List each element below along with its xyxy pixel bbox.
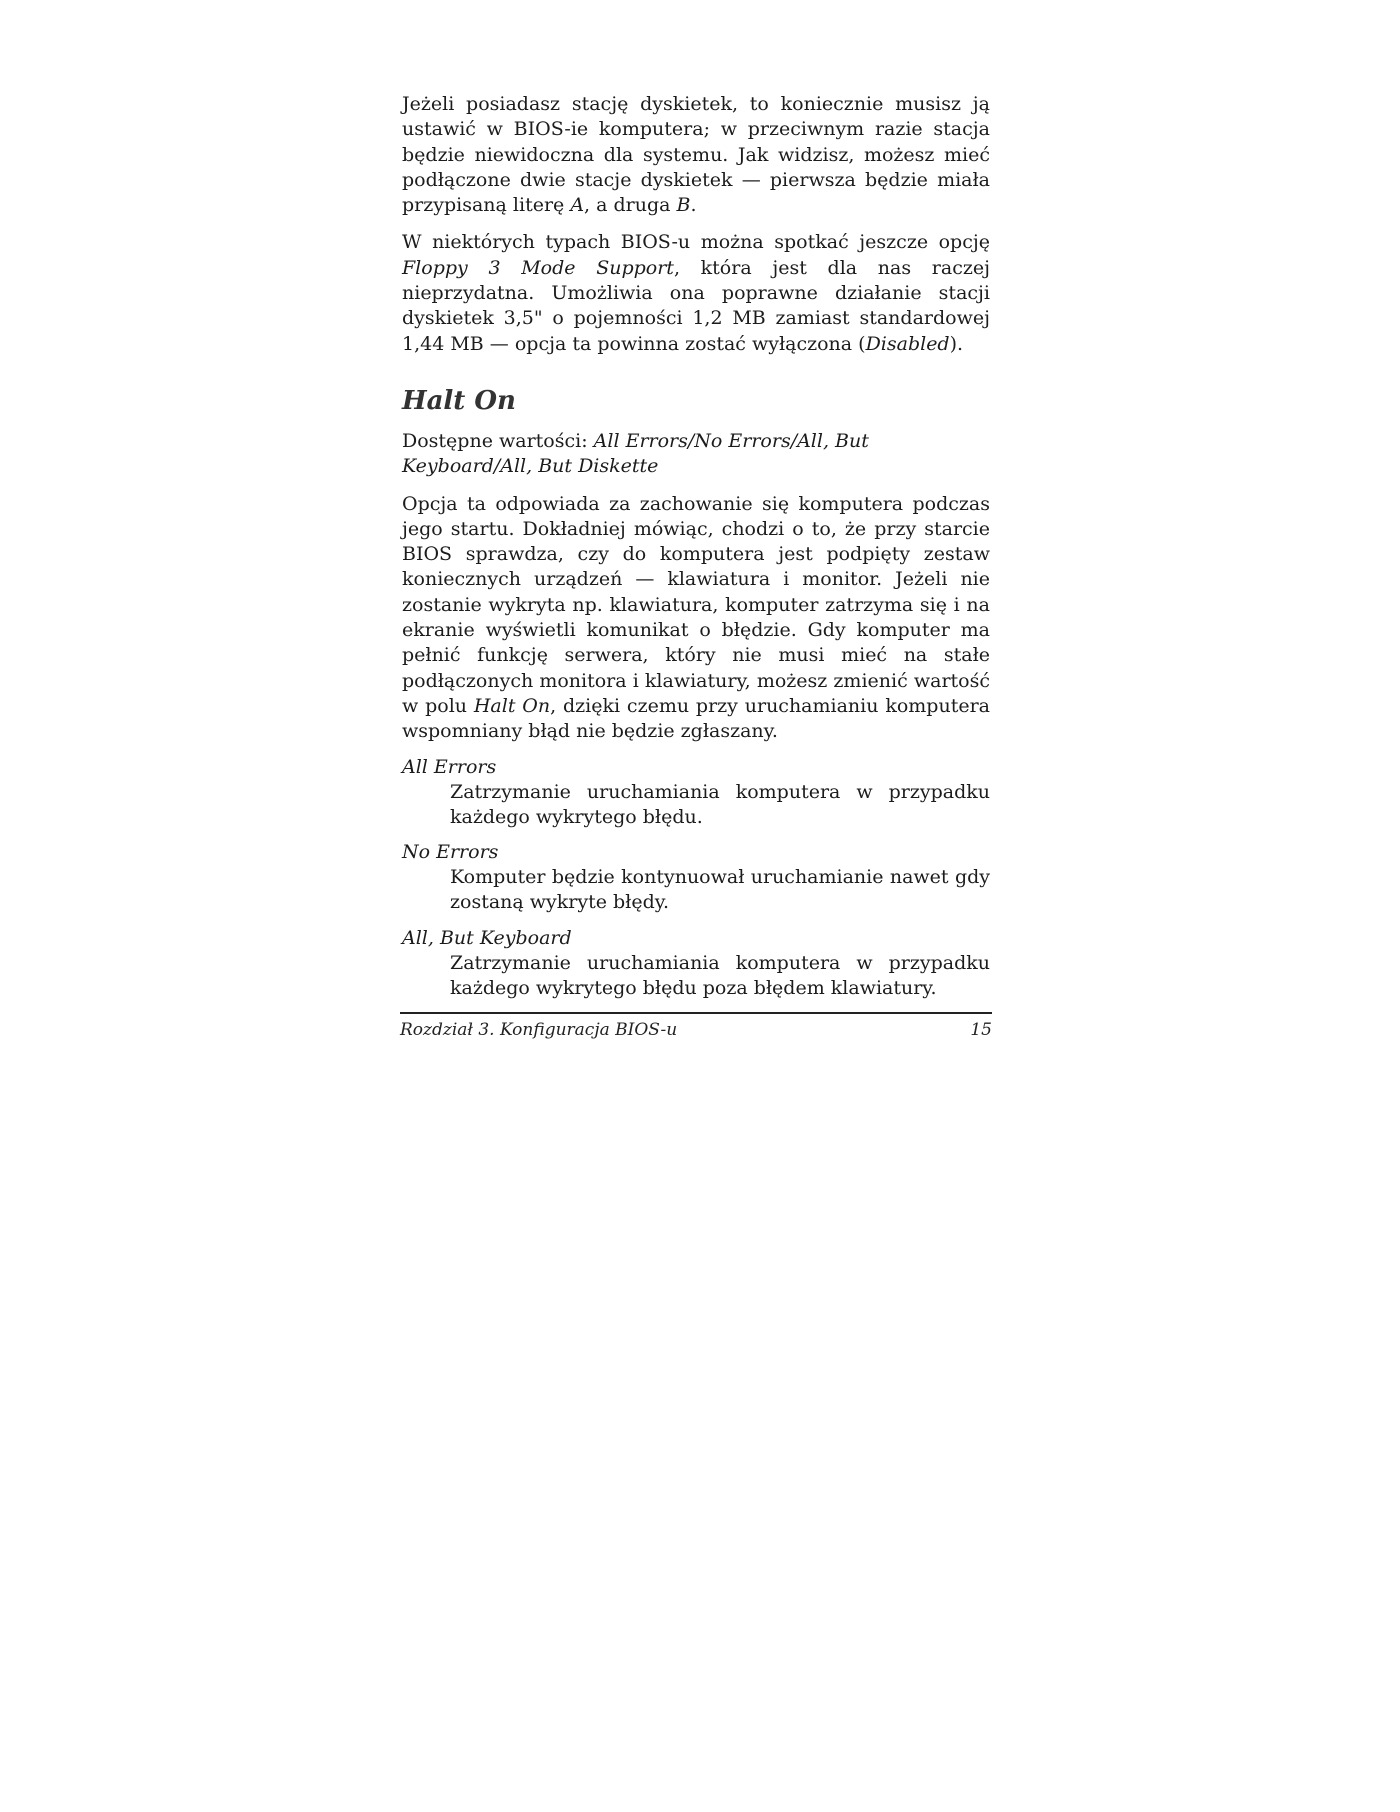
paragraph-floppy-setup: Jeżeli posiadasz stację dyskietek, to koniecznie musisz ją ustawić w BIOS-ie komputera; w przeciwnym razie stacja będzie niewidoczna dla systemu. Jak widzisz, możesz mieć podłączone dwie stacje dyskietek — pierwsza będzie miała przypisaną literę A, a druga B. [402, 93, 990, 217]
page-footer [400, 1012, 992, 1041]
drive-letter-a: A [570, 194, 585, 217]
definition-list [402, 755, 990, 1002]
field-name: Halt On [473, 694, 551, 717]
definition-term: All Errors [402, 755, 497, 778]
chapter-title: Rozdział 3. Konfiguracja BIOS-u [400, 1020, 678, 1040]
definition-text: Zatrzymanie uruchamiania komputera w przypadku każdego wykrytego błędu. [450, 780, 990, 828]
paragraph-floppy-mode: W niektórych typach BIOS-u można spotkać jeszcze opcję Floppy 3 Mode Support, która jest dla nas raczej nieprzydatna. Umożliwia ona poprawne działanie stacji dyskietek 3,5" o pojemności 1,2 MB zamiast standardowej 1,44 MB — opcja ta powinna zostać wyłączona (Disabled). [402, 231, 990, 355]
option-name: Floppy 3 Mode Support [402, 256, 674, 279]
values-list: All Errors/No Errors/All, But Keyboard/All, But Diskette [402, 429, 869, 478]
definition-text: Zatrzymanie uruchamiania komputera w przypadku każdego wykrytego błędu poza błędem klawiatury. [450, 951, 990, 1000]
page-number: 15 [970, 1020, 992, 1040]
disabled-value: Disabled [865, 332, 950, 355]
page-content [402, 92, 990, 1011]
section-heading: Halt On [402, 385, 516, 416]
available-values: Dostępne wartości: All Errors/No Errors/All, But Keyboard/All, But Diskette [402, 429, 869, 478]
definition-text: Komputer będzie kontynuował uruchamianie nawet gdy zostaną wykryte błędy. [450, 866, 990, 914]
drive-letter-b: B [676, 194, 691, 217]
paragraph-halt-on: Opcja ta odpowiada za zachowanie się komputera podczas jego startu. Dokładniej mówiąc, chodzi o to, że przy starcie BIOS sprawdza, czy do komputera jest podpięty zestaw koniecznych urządzeń — klawiatura i monitor. Jeżeli nie zostanie wykryta np. klawiatura, komputer zatrzyma się i na ekranie wyświetli komunikat o błędzie. Gdy komputer ma pełnić funkcję serwera, który nie musi mieć na stałe podłączonych monitora i klawiatury, możesz zmienić wartość w polu Halt On, dzięki czemu przy uruchamianiu komputera wspomniany błąd nie będzie zgłaszany. [402, 492, 990, 743]
definition-term: No Errors [402, 841, 499, 864]
definition-term: All, But Keyboard [402, 926, 572, 949]
